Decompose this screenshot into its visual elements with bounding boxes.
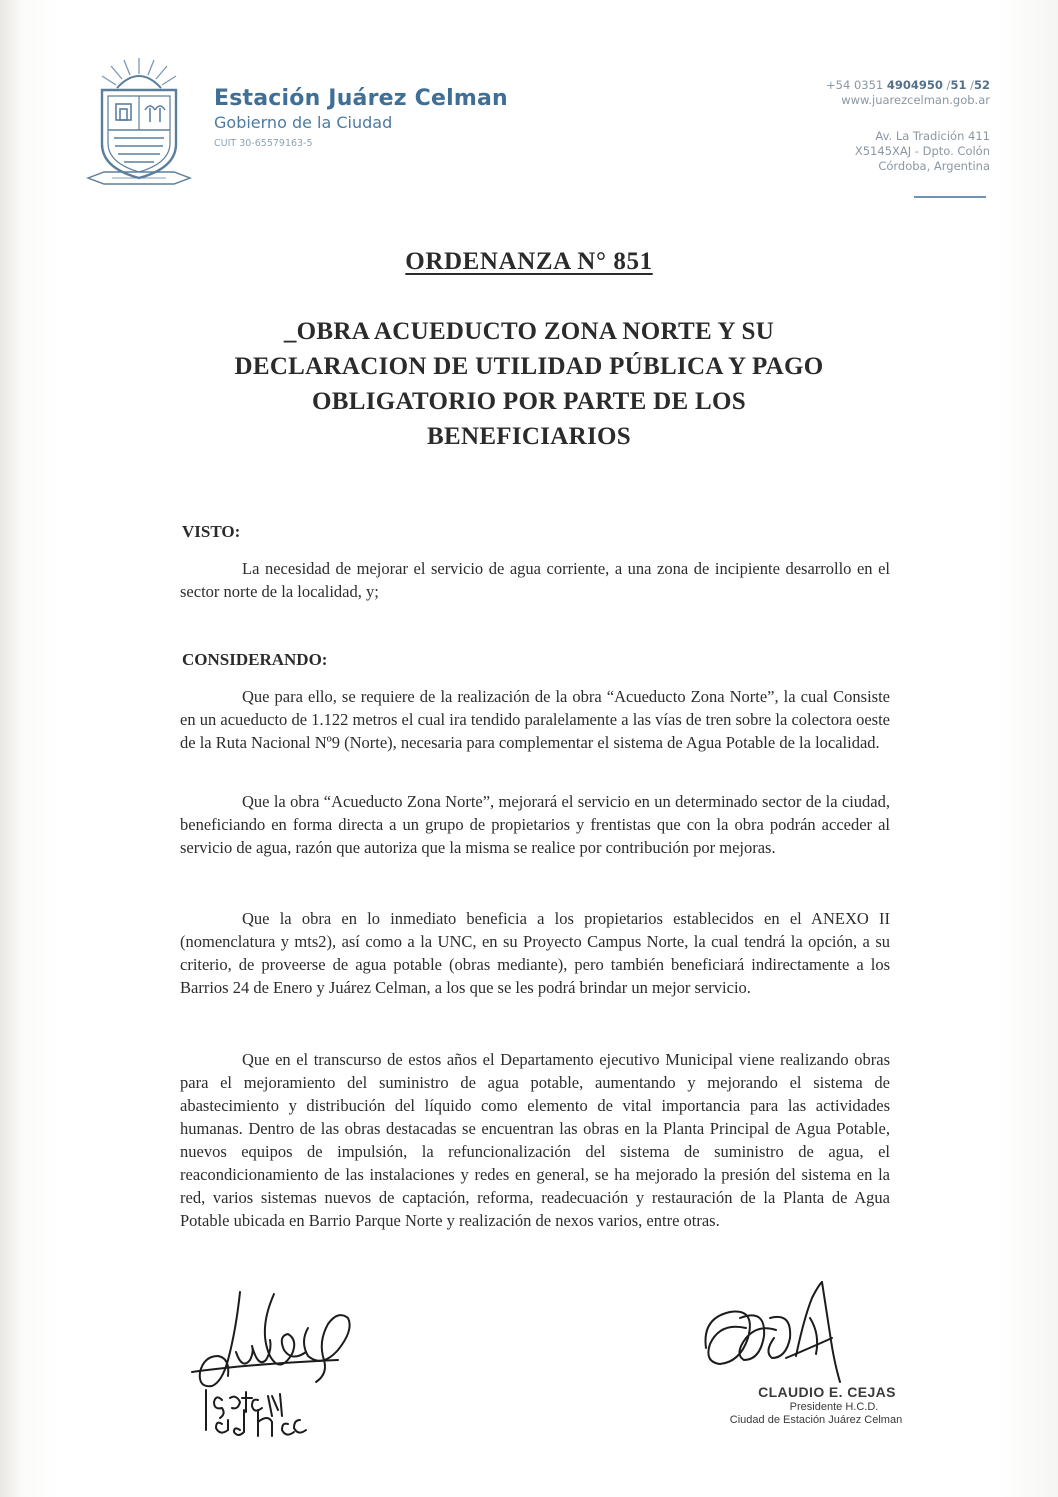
ordinance-title — [0, 248, 1058, 276]
subject-line: DECLARACION DE UTILIDAD PÚBLICA Y PAGO — [234, 353, 824, 380]
considerando-heading: CONSIDERANDO: — [182, 650, 328, 669]
address-line: X5145XAJ - Dpto. Colón — [854, 144, 990, 158]
considerando-paragraph: Que la obra en lo inmediato beneficia a los propietarios establecidos en el ANEXO II (nomenclatura y mts2), así como a la UNC, en su Proyecto Campus Norte, la cual tendrá la opción, a su criterio, de proveerse de agua potable (obras mediante), pero también beneficiará indirectamente a los Barrios 24 de Enero y Juárez Celman, a los que se les podrá brindar un mejor servicio. — [180, 909, 890, 997]
organization-subtitle: Gobierno de la Ciudad — [214, 113, 393, 132]
organization-name: Estación Juárez Celman — [214, 86, 508, 111]
contact-info — [826, 78, 990, 174]
visto-heading: VISTO: — [182, 522, 241, 541]
municipal-crest-logo — [84, 52, 194, 192]
left-signature — [188, 1290, 388, 1440]
subject-line: OBLIGATORIO POR PARTE DE LOS — [312, 388, 746, 415]
phone-separator: / — [966, 78, 974, 92]
visto-paragraph: La necesidad de mejorar el servicio de agua corriente, a una zona de incipiente desarrollo en el sector norte de la localidad, y; — [180, 559, 890, 601]
considerando-paragraph: Que para ello, se requiere de la realización de la obra “Acueducto Zona Norte”, la cual Consiste en un acueducto de 1.122 metros el cual ira tendido paralelamente a las vías de tren sobre la colectora oeste de la Ruta Nacional Nº9 (Norte), necesaria para complementar el sistema de Agua Potable de la localidad. — [180, 687, 890, 752]
phone-extension: 52 — [973, 78, 990, 92]
signer-city: Ciudad de Estación Juárez Celman — [729, 1414, 903, 1426]
organization-cuit: CUIT 30-65579163-5 — [214, 138, 313, 149]
phone-main: 4904950 — [886, 78, 943, 92]
signer-role: Presidente H.C.D. — [789, 1401, 879, 1413]
website: www.juarezcelman.gob.ar — [841, 93, 990, 107]
considerando-paragraph: Que la obra “Acueducto Zona Norte”, mejorará el servicio en un determinado sector de la ciudad, beneficiando en forma directa a un grupo de propietarios y frentistas que con la obra podrán acceder al servicio de agua, razón que autoriza que la misma se realice por contribución por mejoras. — [180, 792, 890, 857]
ordinance-subject — [160, 314, 898, 454]
address-line: Córdoba, Argentina — [878, 159, 990, 173]
header-divider — [914, 196, 986, 198]
subject-line: _OBRA ACUEDUCTO ZONA NORTE Y SU — [283, 318, 775, 345]
ordinance-title-text: ORDENANZA N° 851 — [405, 248, 653, 275]
phone-prefix: +54 0351 — [826, 78, 887, 92]
phone-number — [826, 78, 990, 93]
organization-header — [214, 86, 508, 149]
signature-stamp — [726, 1384, 906, 1426]
right-signature — [700, 1278, 860, 1388]
phone-separator: / — [942, 78, 951, 92]
signer-name: CLAUDIO E. CEJAS — [758, 1384, 896, 1400]
subject-line: BENEFICIARIOS — [427, 423, 631, 450]
phone-extension: 51 — [950, 78, 967, 92]
address-line: Av. La Tradición 411 — [875, 129, 990, 143]
considerando-paragraph: Que en el transcurso de estos años el Departamento ejecutivo Municipal viene realizando obras para el mejoramiento del suministro de agua potable, aumentando y mejorando el sistema de abastecimiento y distribución del líquido como elemento de vital importancia para las actividades humanas. Dentro de las obras destacadas se encuentran las obras en la Planta Principal de Agua Potable, nuevos equipos de impulsión, la refuncionalización del sistema de suministro de agua, el reacondicionamiento de las instalaciones y redes en general, se ha mejorado la presión del sistema en la red, varios sistemas nuevos de captación, reforma, readecuación y restauración de la Planta de Agua Potable ubicada en Barrio Parque Norte y realización de nexos varios, entre otras. — [180, 1050, 890, 1230]
